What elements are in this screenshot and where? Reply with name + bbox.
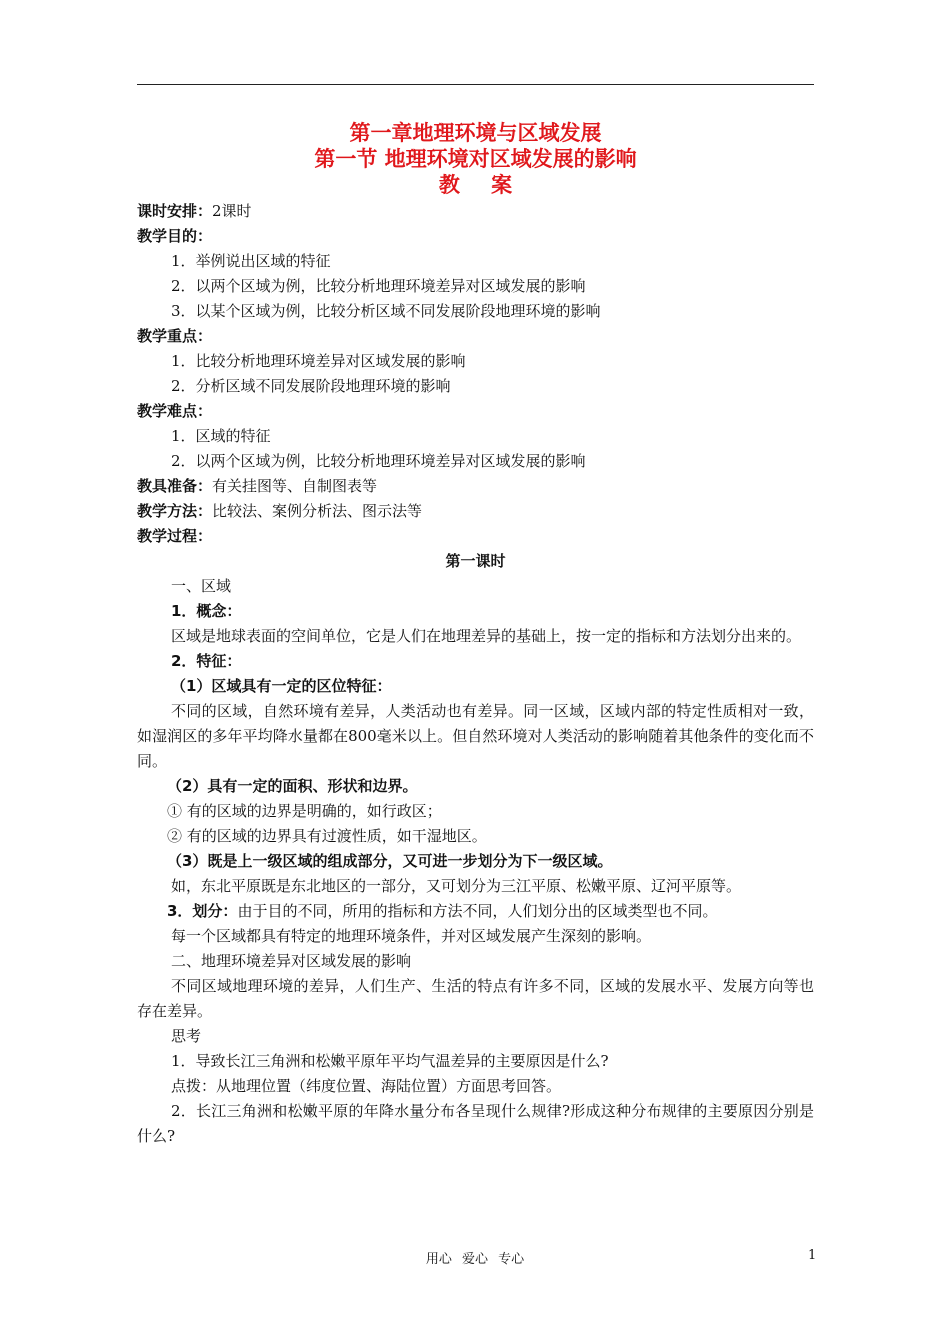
goal-item: 2．以两个区域为例，比较分析地理环境差异对区域发展的影响 (171, 277, 586, 295)
key-point-item: 2．分析区域不同发展阶段地理环境的影响 (171, 377, 451, 395)
lesson-time-line (137, 199, 814, 224)
key-points-label: 教学重点： (137, 327, 213, 345)
section-two-text: 不同区域地理环境的差异，人们生产、生活的特点有许多不同，区域的发展水平、发展方向等也存在差异。 (137, 977, 814, 1020)
lesson-time-value: 2课时 (212, 202, 252, 220)
doc-type-title: 教 案 (438, 173, 525, 197)
question-2: 2．长江三角洲和松嫩平原的年降水量分布各呈现什么规律?形成这种分布规律的主要原因分别是什么? (137, 1102, 814, 1145)
feature-2-item: ② 有的区域的边界具有过渡性质，如干湿地区。 (167, 827, 487, 845)
chapter-title: 第一章地理环境与区域发展 (349, 121, 602, 145)
division-label: 3．划分： (167, 902, 238, 920)
process-label: 教学过程： (137, 527, 213, 545)
goal-item: 1．举例说出区域的特征 (171, 252, 331, 270)
division-text: 由于目的不同，所用的指标和方法不同，人们划分出的区域类型也不同。 (237, 902, 718, 920)
footer-motto: 用心 爱心 专心 (425, 1252, 525, 1267)
division-line (137, 899, 814, 924)
section-two-heading: 二、地理环境差异对区域发展的影响 (171, 952, 412, 970)
methods-line (137, 499, 814, 524)
hint-text: 点拨：从地理位置（纬度位置、海陆位置）方面思考回答。 (171, 1077, 562, 1095)
think-label: 思考 (171, 1027, 202, 1045)
feature-1-text: 不同的区域，自然环境有差异，人类活动也有差异。同一区域，区域内部的特定性质相对一致，如湿润区的多年平均降水量都在800毫米以上。但自然环境对人类活动的影响随着其他条件的变化而不同。 (137, 702, 814, 770)
tools-value: 有关挂图等、自制图表等 (212, 477, 378, 495)
question-1: 1．导致长江三角洲和松嫩平原年平均气温差异的主要原因是什么? (171, 1052, 609, 1070)
goal-item: 3．以某个区域为例，比较分析区域不同发展阶段地理环境的影响 (171, 302, 601, 320)
difficulty-item: 2．以两个区域为例，比较分析地理环境差异对区域发展的影响 (171, 452, 586, 470)
lesson-heading: 第一课时 (445, 552, 506, 570)
tools-label: 教具准备： (137, 477, 213, 495)
page-number: 1 (808, 1248, 817, 1263)
key-point-item: 1．比较分析地理环境差异对区域发展的影响 (171, 352, 466, 370)
feature-2-heading: （2）具有一定的面积、形状和边界。 (167, 777, 418, 795)
feature-1-heading: （1）区域具有一定的区位特征： (171, 677, 392, 695)
document-body (137, 199, 814, 1149)
concept-text: 区域是地球表面的空间单位，它是人们在地理差异的基础上，按一定的指标和方法划分出来的。 (171, 627, 802, 645)
tools-line (137, 474, 814, 499)
section-title: 第一节 地理环境对区域发展的影响 (314, 147, 637, 171)
lesson-time-label: 课时安排： (137, 202, 213, 220)
summary-text: 每一个区域都具有特定的地理环境条件，并对区域发展产生深刻的影响。 (171, 927, 652, 945)
section-one-heading: 一、区域 (171, 577, 232, 595)
feature-2-item: ① 有的区域的边界是明确的，如行政区； (167, 802, 442, 820)
methods-label: 教学方法： (137, 502, 213, 520)
methods-value: 比较法、案例分析法、图示法等 (212, 502, 423, 520)
difficulties-label: 教学难点： (137, 402, 213, 420)
header-rule (137, 84, 814, 85)
feature-3-text: 如，东北平原既是东北地区的一部分，又可划分为三江平原、松嫩平原、辽河平原等。 (171, 877, 742, 895)
concept-label: 1．概念： (171, 602, 242, 620)
features-label: 2．特征： (171, 652, 242, 670)
difficulty-item: 1．区域的特征 (171, 427, 271, 445)
goals-label: 教学目的： (137, 227, 213, 245)
title-block (137, 120, 814, 198)
feature-3-heading: （3）既是上一级区域的组成部分，又可进一步划分为下一级区域。 (167, 852, 613, 870)
